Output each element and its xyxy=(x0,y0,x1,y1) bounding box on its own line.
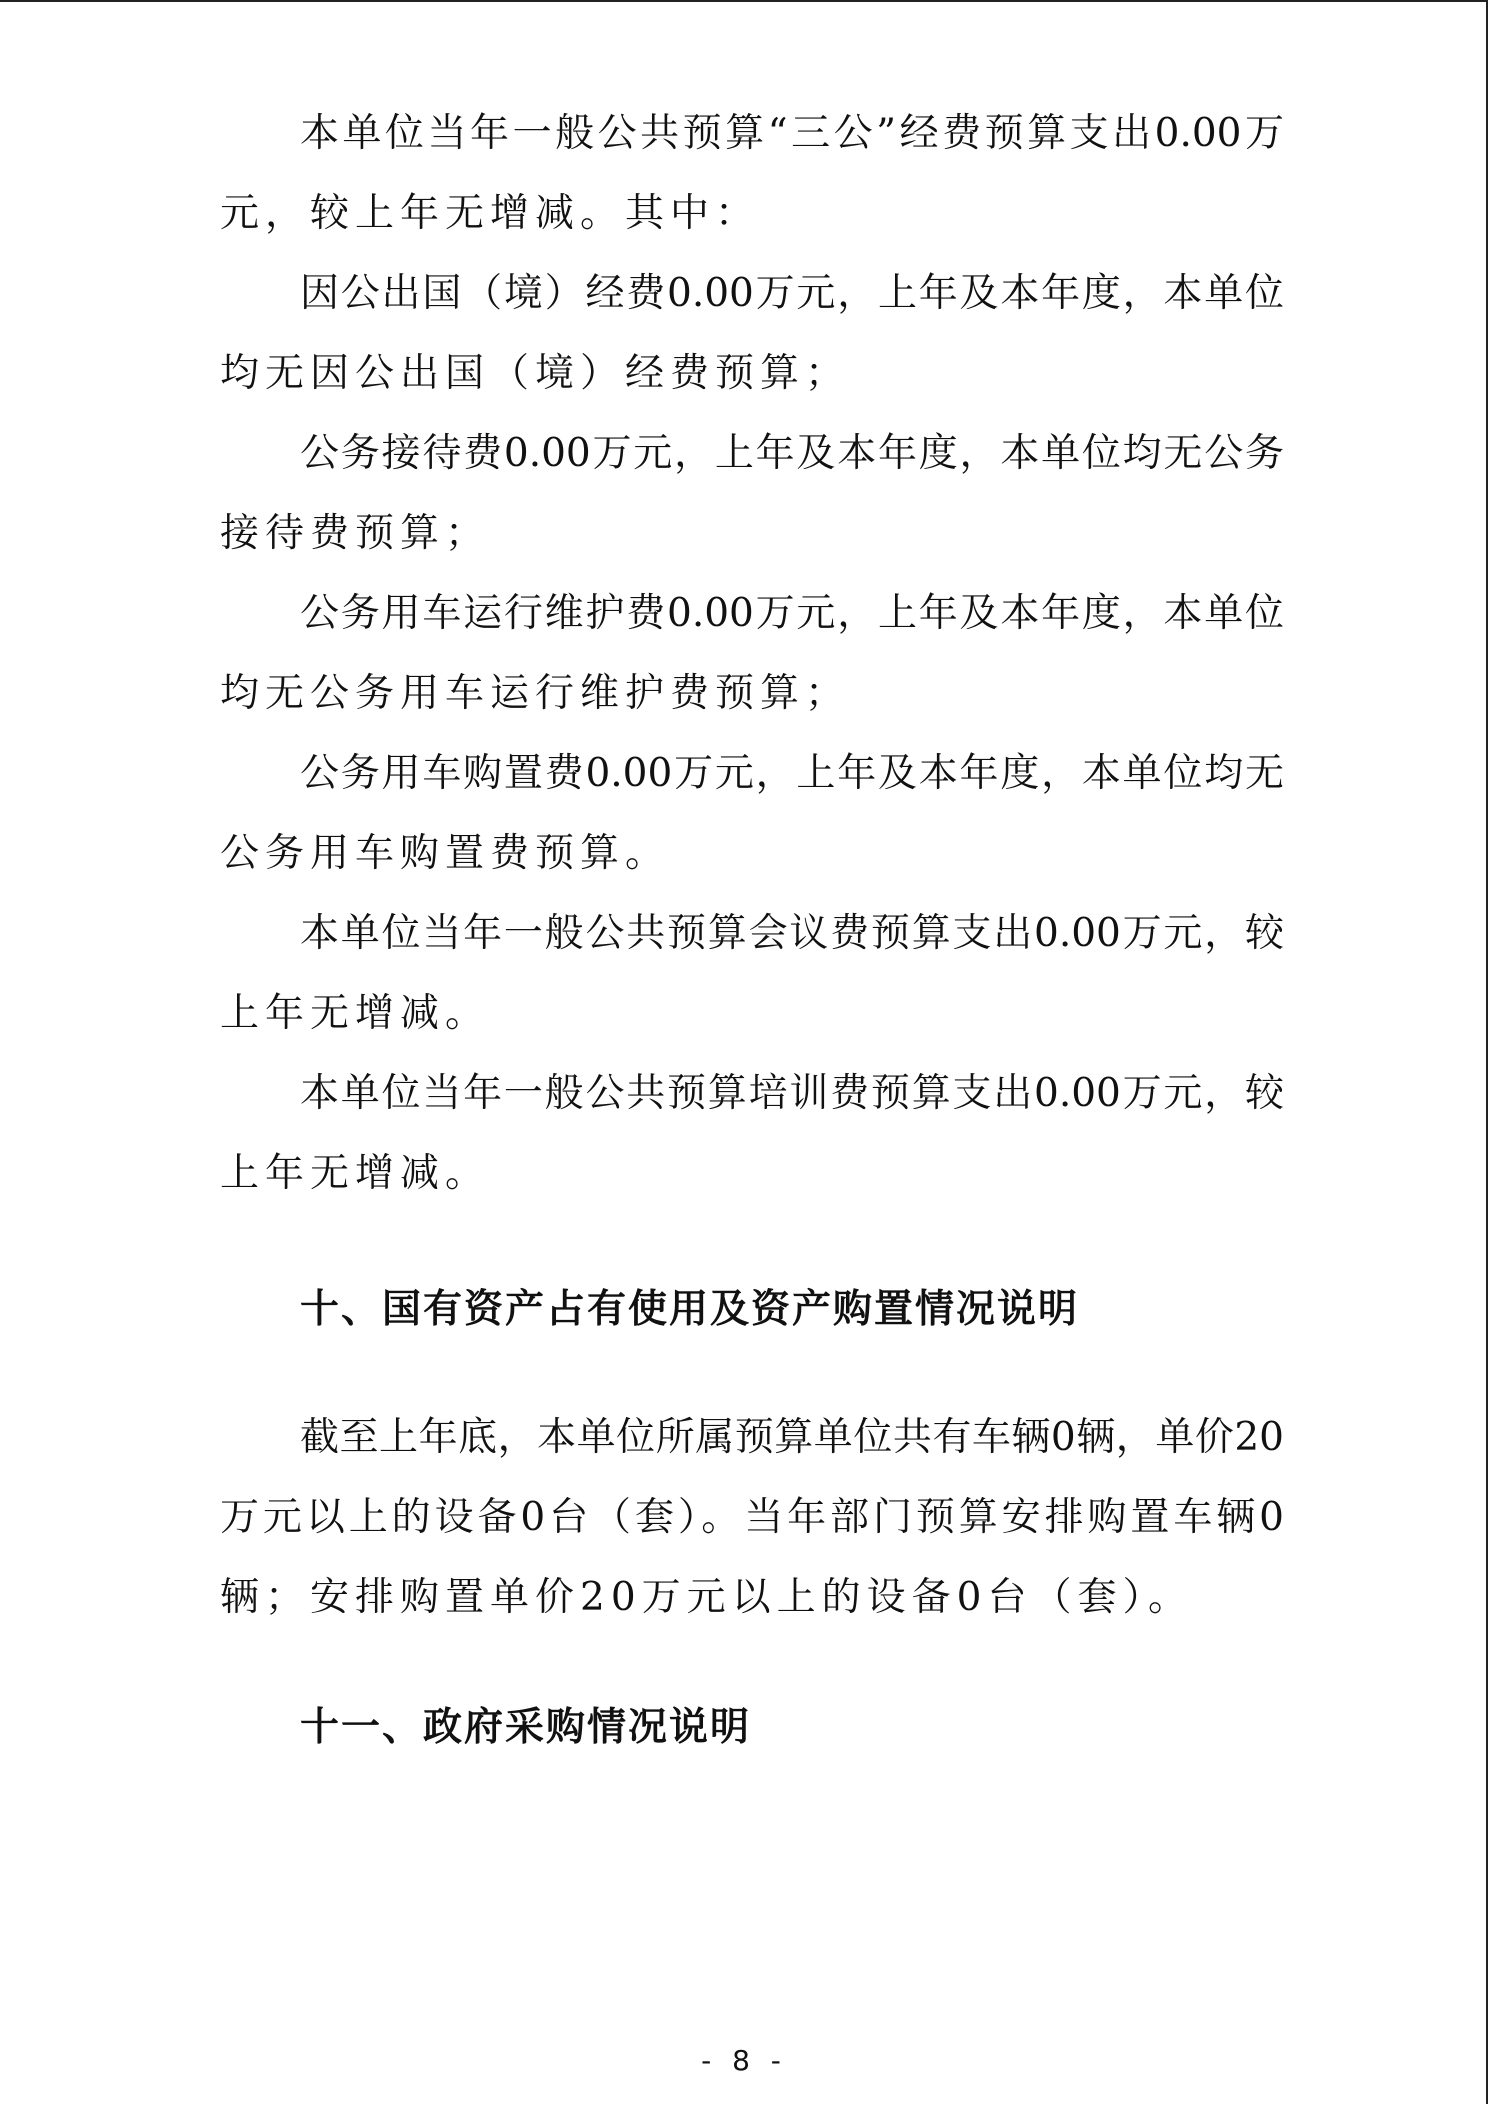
paragraph-overseas-travel xyxy=(220,254,1284,414)
document-body xyxy=(220,94,1284,1768)
page-border-top xyxy=(0,0,1488,2)
paragraph-reception xyxy=(220,414,1284,574)
paragraph-line: 截至上年底，本单位所属预算单位共有车辆0辆，单价20 xyxy=(300,1415,1284,1460)
paragraph-vehicle-purchase xyxy=(220,734,1284,894)
paragraph-line: 本单位当年一般公共预算“三公”经费预算支出0.00万 xyxy=(300,111,1284,156)
paragraph-line: 上年无增减。 xyxy=(220,1151,491,1196)
paragraph-line: 辆；安排购置单价20万元以上的设备0台（套）。 xyxy=(220,1575,1193,1620)
section-heading-government-procurement: 十一、政府采购情况说明 xyxy=(300,1705,752,1750)
paragraph-line: 均无因公出国（境）经费预算； xyxy=(220,351,851,396)
paragraph-line: 万元以上的设备0台（套）。当年部门预算安排购置车辆0 xyxy=(220,1495,1284,1540)
paragraph-line: 上年无增减。 xyxy=(220,991,491,1036)
paragraph-line: 均无公务用车运行维护费预算； xyxy=(220,671,851,716)
paragraph-line: 公务用车购置费预算。 xyxy=(220,831,671,876)
page-number: - 8 - xyxy=(701,2044,787,2077)
paragraph-line: 因公出国（境）经费0.00万元，上年及本年度，本单位 xyxy=(300,271,1284,316)
spacer xyxy=(220,1214,1284,1270)
paragraph-sangong-total xyxy=(220,94,1284,254)
paragraph-line: 接待费预算； xyxy=(220,511,491,556)
paragraph-line: 公务用车运行维护费0.00万元，上年及本年度，本单位 xyxy=(300,591,1284,636)
paragraph-training-fee xyxy=(220,1054,1284,1214)
paragraph-meeting-fee xyxy=(220,894,1284,1054)
paragraph-line: 本单位当年一般公共预算培训费预算支出0.00万元，较 xyxy=(300,1071,1284,1116)
paragraph-line: 公务接待费0.00万元，上年及本年度，本单位均无公务 xyxy=(300,431,1284,476)
section-heading-state-assets: 十、国有资产占有使用及资产购置情况说明 xyxy=(300,1287,1080,1332)
paragraph-state-assets xyxy=(220,1398,1284,1638)
paragraph-vehicle-maintenance xyxy=(220,574,1284,734)
paragraph-line: 公务用车购置费0.00万元，上年及本年度，本单位均无 xyxy=(300,751,1284,796)
spacer xyxy=(220,1350,1284,1398)
spacer xyxy=(220,1638,1284,1688)
paragraph-line: 本单位当年一般公共预算会议费预算支出0.00万元，较 xyxy=(300,911,1284,956)
paragraph-line: 元，较上年无增减。其中： xyxy=(220,191,761,236)
